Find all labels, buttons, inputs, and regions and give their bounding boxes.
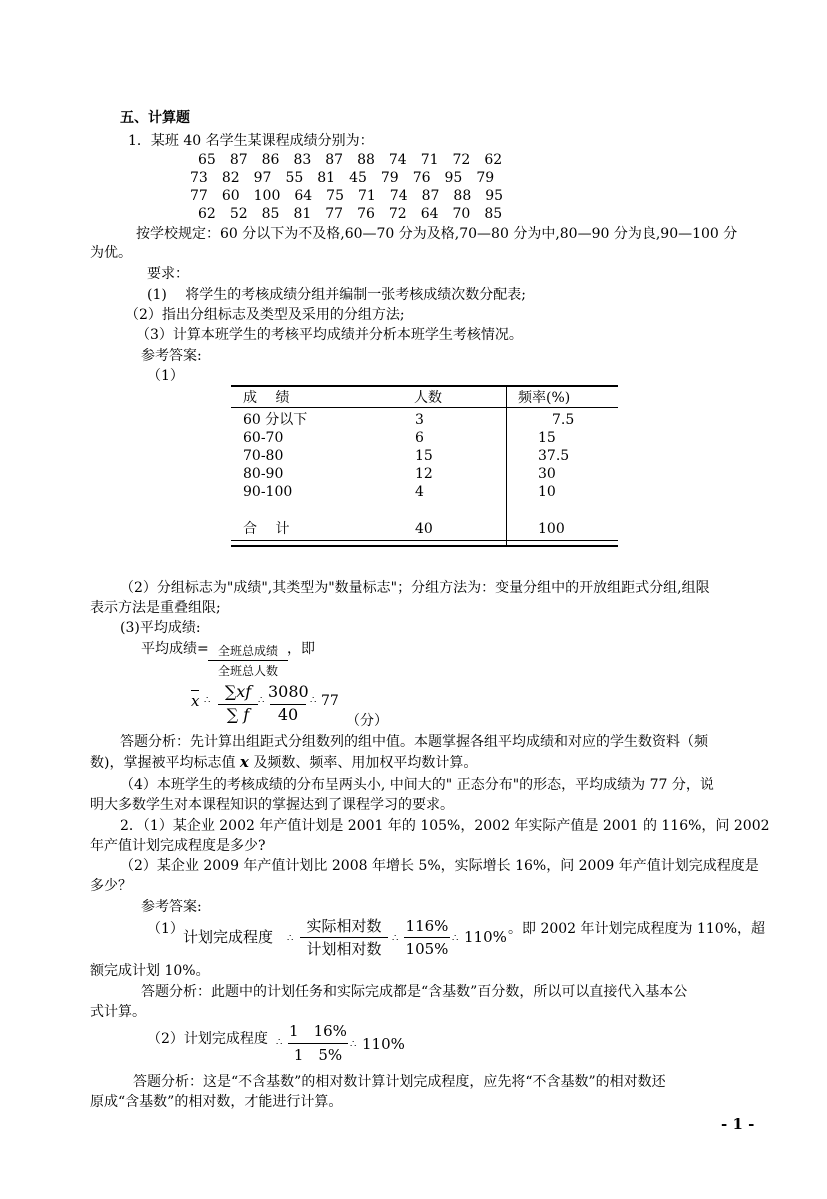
- equals-glyph: ∴: [258, 695, 265, 706]
- table-bottom-rule: [231, 545, 618, 547]
- frequency-cell: 15: [538, 430, 556, 446]
- q2-part2-label: （2）计划完成程度: [147, 1031, 268, 1047]
- scores-row-2: 73 82 97 55 81 45 79 76 95 79: [190, 170, 495, 186]
- average-denominator: 全班总人数: [217, 664, 278, 678]
- sum-xf: ∑xf: [224, 682, 252, 701]
- average-numerator: 全班总成绩: [217, 644, 278, 658]
- requirement-1: (1) 将学生的考核成绩分组并编制一张考核成绩次数分配表;: [147, 287, 526, 303]
- total-frequency: 100: [538, 521, 565, 537]
- section-title: 五、计算题: [120, 110, 190, 126]
- value-116: 116%: [405, 917, 449, 935]
- q2-part1-conclusion: 。即 2002 年计划完成程度为 110%，超: [508, 921, 766, 937]
- q2-reference-title: 参考答案:: [141, 899, 202, 915]
- part1-label: （1）: [147, 368, 184, 384]
- q2-fraction-bar-1: [300, 937, 388, 938]
- xbar-overline: [191, 690, 199, 691]
- answer-2: （2）分组标志为"成绩",其类型为"数量标志"；分组方法为：变量分组中的开放组距式分组,组限: [120, 580, 710, 596]
- q2-part2-fraction-bar: [288, 1043, 348, 1044]
- count-cell: 3: [415, 412, 424, 428]
- scores-row-1: 65 87 86 83 87 88 74 71 72 62: [198, 152, 503, 168]
- q2-line-2: 年产值计划完成程度是多少?: [90, 838, 266, 854]
- xbar-symbol: x: [191, 692, 200, 710]
- q2-line-1: 2．（1）某企业 2002 年产值计划是 2001 年的 105%，2002 年实际产值是 2001 的 116%，问 2002: [120, 818, 770, 834]
- table-header-rule: [231, 407, 618, 408]
- value-40: 40: [277, 705, 299, 724]
- equals-glyph: ∴: [287, 933, 294, 944]
- total-label: 合 计: [243, 521, 290, 537]
- average-label: 平均成绩=: [141, 641, 209, 657]
- q2-analysis-2: 答题分析：这是“不含基数”的相对数计算计划完成程度，应先将“不含基数”的相对数还: [133, 1074, 666, 1090]
- total-count: 40: [415, 521, 433, 537]
- q2-fraction-bar-2: [404, 937, 450, 938]
- value-3080: 3080: [268, 682, 309, 701]
- frequency-cell: 30: [538, 466, 556, 482]
- q2-line-4: 多少？: [90, 878, 132, 894]
- answer-4-cont: 明大多数学生对本课程知识的掌握达到了课程学习的要求。: [90, 797, 454, 813]
- q2-analysis-1: 答题分析：此题中的计划任务和实际完成都是“含基数”百分数，所以可以直接代入基本公: [141, 984, 688, 1000]
- count-cell: 12: [415, 466, 433, 482]
- analysis-1: 答题分析：先计算出组距式分组数列的组中值。本题掌握各组平均成绩和对应的学生数资料（频: [120, 734, 708, 750]
- table-column-divider: [506, 385, 507, 547]
- q2-part2-numerator: 1 16%: [289, 1022, 347, 1040]
- frequency-cell: 7.5: [552, 412, 575, 428]
- count-cell: 4: [415, 484, 424, 500]
- frequency-cell: 37.5: [538, 448, 570, 464]
- grading-rule: 按学校规定：60 分以下为不及格,60—70 分为及格,70—80 分为中,80—90 分为良,90—100 分: [136, 226, 738, 242]
- requirement-3: （3）计算本班学生的考核平均成绩并分析本班学生考核情况。: [136, 327, 523, 343]
- average-result: 77: [321, 693, 339, 709]
- header-score: 成 绩: [243, 390, 290, 406]
- header-frequency: 频率(%): [518, 390, 571, 406]
- group-label: 70-80: [243, 448, 284, 464]
- reference-answer-title: 参考答案:: [141, 348, 202, 364]
- table-top-rule: [231, 385, 618, 387]
- scores-row-3: 77 60 100 64 75 71 74 87 88 95: [190, 188, 504, 204]
- average-fraction-bar: [208, 660, 288, 661]
- equals-glyph: ∴: [276, 1037, 283, 1048]
- count-cell: 15: [415, 448, 433, 464]
- sum-f: ∑ f: [226, 705, 250, 724]
- q2-line-3: （2）某企业 2009 年产值计划比 2008 年增长 5%，实际增长 16%，问 2009 年产值计划完成程度是: [120, 858, 759, 874]
- equals-glyph: ∴: [204, 695, 211, 706]
- requirements-title: 要求：: [147, 266, 189, 282]
- group-label: 60 分以下: [243, 412, 308, 428]
- q2-part2-result: 110%: [362, 1035, 405, 1053]
- analysis-1-cont: 数)，掌握被平均标志值 x 及频数、频率、用加权平均数计算。: [90, 753, 478, 771]
- q2-analysis-1-cont: 式计算。: [90, 1004, 146, 1020]
- page-number: - 1 -: [721, 1115, 755, 1133]
- actual-relative-number: 实际相对数: [306, 917, 382, 935]
- grading-rule-cont: 为优。: [90, 245, 132, 261]
- result-110: 110%: [464, 928, 507, 946]
- answer-4: （4）本班学生的考核成绩的分布呈两头小, 中间大的" 正态分布"的形态，平均成绩为 77 分，说: [120, 777, 714, 793]
- plan-completion-label: 计划完成程度: [183, 928, 274, 946]
- q2-part1-conclusion-cont: 额完成计划 10%。: [90, 963, 210, 979]
- group-label: 90-100: [243, 484, 293, 500]
- answer-2-cont: 表示方法是重叠组限;: [90, 600, 221, 616]
- scores-row-4: 62 52 85 81 77 76 72 64 70 85: [198, 206, 503, 222]
- group-label: 60-70: [243, 430, 284, 446]
- count-cell: 6: [415, 430, 424, 446]
- frequency-cell: 10: [538, 484, 556, 500]
- table-total-rule: [231, 540, 618, 541]
- equals-glyph: ∴: [392, 933, 399, 944]
- header-count: 人数: [414, 390, 442, 406]
- q2-analysis-2-cont: 原成“含基数”的相对数，才能进行计算。: [90, 1094, 343, 1110]
- equals-glyph: ∴: [310, 695, 317, 706]
- group-label: 80-90: [243, 466, 284, 482]
- average-comma: ，即: [287, 641, 315, 657]
- q2-part1-label: （1）: [147, 921, 184, 937]
- equals-glyph: ∴: [350, 1039, 357, 1050]
- score-distribution-table: [231, 385, 618, 547]
- q1-intro: 1．某班 40 名学生某课程成绩分别为：: [128, 133, 374, 149]
- requirement-2: （2）指出分组标志及类型及采用的分组方法;: [125, 307, 405, 323]
- planned-relative-number: 计划相对数: [306, 940, 382, 958]
- average-unit: （分）: [346, 713, 388, 729]
- value-105: 105%: [405, 940, 449, 958]
- answer-3-title: (3)平均成绩:: [120, 620, 201, 636]
- equals-glyph: ∴: [452, 933, 459, 944]
- q2-part2-denominator: 1 5%: [293, 1046, 343, 1064]
